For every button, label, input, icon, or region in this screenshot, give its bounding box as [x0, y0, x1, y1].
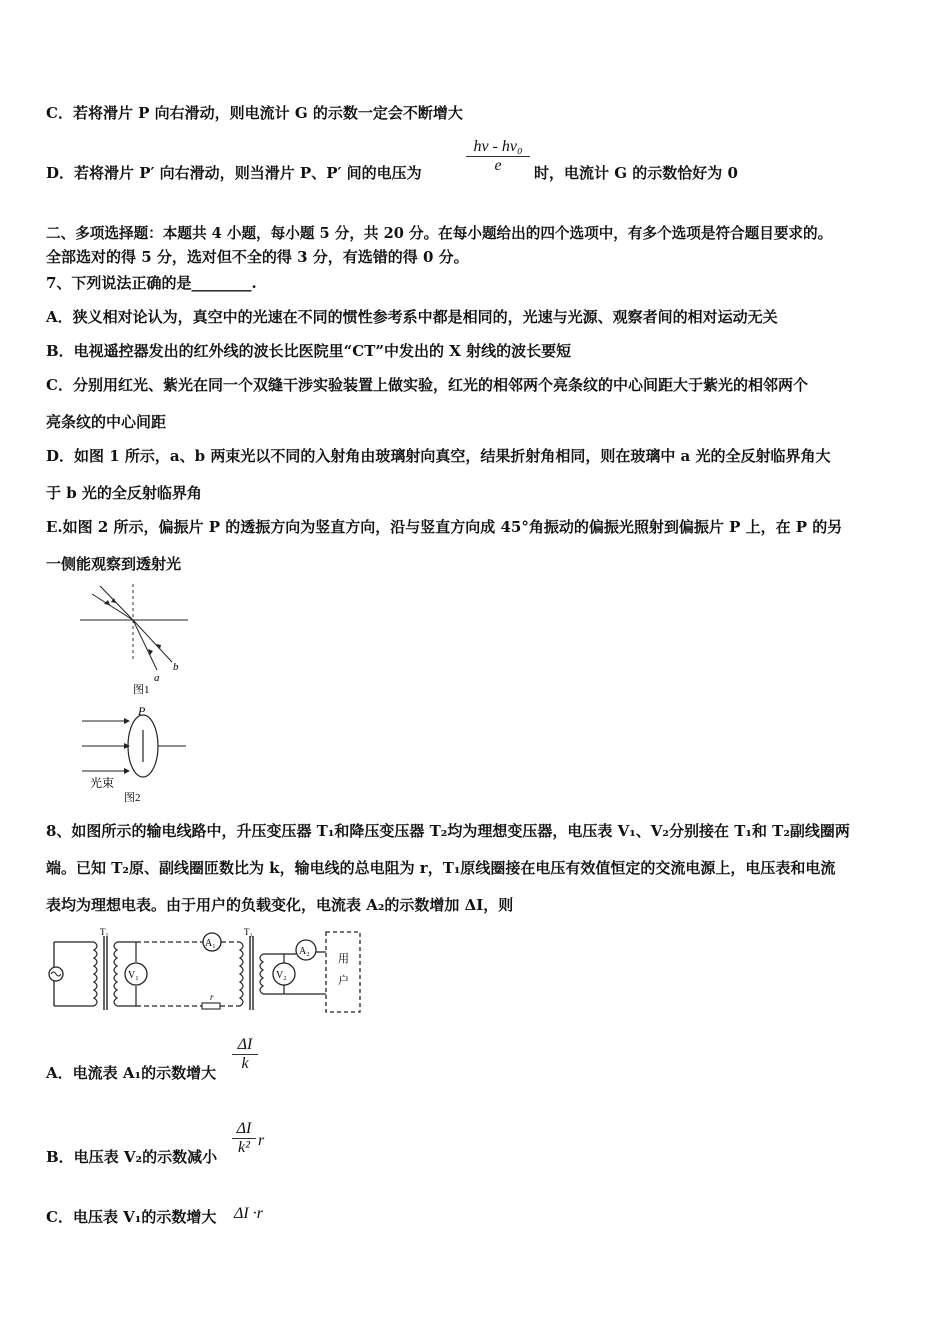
q8-circuit-diagram [44, 924, 368, 1016]
q8-option-a-num: ΔI [237, 1036, 253, 1053]
v1-label: V₁ [128, 970, 139, 981]
q6-fraction-num: hν - hν₀ [473, 138, 523, 155]
q6-option-d-pre: D．若将滑片 P′ 向右滑动，则当滑片 P、P′ 间的电压为 [46, 164, 422, 182]
figure-2-beam-label: 光束 [90, 776, 115, 790]
q8-option-a-den: k [232, 1054, 258, 1073]
user-label-1: 用 [338, 953, 349, 965]
q8-stem-line3: 表均为理想电表。由于用户的负载变化，电流表 A₂的示数增加 ΔI，则 [46, 896, 514, 914]
section2-line1: 二、多项选择题：本题共 4 小题，每小题 5 分，共 20 分。在每小题给出的四个选项中，有多个选项是符合题目要求的。 [46, 225, 833, 242]
q7-stem: 7、下列说法正确的是________. [46, 274, 257, 292]
q8-option-b-tail: r [258, 1132, 265, 1149]
t2-label: T₂ [244, 927, 253, 937]
q7-option-d-line2: 于 b 光的全反射临界角 [46, 484, 202, 502]
q8-option-b-num: ΔI [236, 1120, 252, 1137]
a2-label: A₂ [299, 946, 310, 957]
figure-1-label-b: b [173, 661, 179, 673]
q6-option-d [46, 162, 422, 183]
q8-stem-line1: 8、如图所示的输电线路中，升压变压器 T₁和降压变压器 T₂均为理想变压器，电压表 V₁、V₂分别接在 T₁和 T₂副线圈两 [46, 822, 850, 840]
resistor-r [202, 1003, 220, 1009]
q8-option-b: B．电压表 V₂的示数减小 [46, 1148, 218, 1166]
q6-option-d-post: 时，电流计 G 的示数恰好为 0 [534, 164, 738, 182]
q8-option-b-fraction [232, 1120, 256, 1157]
q8-option-a: A．电流表 A₁的示数增大 [46, 1064, 217, 1082]
q7-option-a: A．狭义相对论认为，真空中的光速在不同的惯性参考系中都是相同的，光速与光源、观察者间的相对运动无关 [46, 308, 778, 326]
q6-option-c: C．若将滑片 P 向右滑动，则电流计 G 的示数一定会不断增大 [46, 104, 463, 122]
q8-stem-line2: 端。已知 T₂原、副线圈匝数比为 k，输电线的总电阻为 r，T₁原线圈接在电压有效值恒定的交流电源上，电压表和电流 [46, 859, 836, 877]
figure-1-caption: 图1 [133, 684, 150, 696]
q7-option-e-line1: E.如图 2 所示，偏振片 P 的透振方向为竖直方向，沿与竖直方向成 45°角振动的偏振光照射到偏振片 P 上，在 P 的另 [46, 518, 843, 536]
figure-2-polarizer [74, 702, 194, 808]
q7-option-c-line1: C．分别用红光、紫光在同一个双缝干涉实验装置上做实验，红光的相邻两个亮条纹的中心间距大于紫光的相邻两个 [46, 376, 808, 394]
user-label-2: 户 [338, 975, 349, 987]
section2-line2: 全部选对的得 5 分，选对但不全的得 3 分，有选错的得 0 分。 [46, 248, 469, 266]
q7-option-c-line2: 亮条纹的中心间距 [46, 413, 167, 431]
q8-option-b-den: k² [232, 1138, 256, 1157]
a1-label: A₁ [205, 938, 216, 949]
q7-option-e-line2: 一侧能观察到透射光 [46, 555, 182, 573]
figure-1-label-a: a [154, 672, 160, 684]
user-load-box [326, 932, 360, 1012]
q6-fraction-den: e [466, 156, 530, 175]
q7-option-d-line1: D．如图 1 所示，a、b 两束光以不同的入射角由玻璃射向真空，结果折射角相同，则在玻璃中 a 光的全反射临界角大 [46, 447, 831, 465]
q8-option-a-fraction [232, 1036, 258, 1073]
t1-label: T₁ [100, 927, 109, 937]
q8-option-c-expr: ΔI ·r [234, 1205, 263, 1222]
q7-option-b: B．电视遥控器发出的红外线的波长比医院里“CT”中发出的 X 射线的波长要短 [46, 342, 572, 360]
v2-label: V₂ [276, 970, 287, 981]
figure-2-label-p: P [138, 704, 146, 718]
q8-option-c: C．电压表 V₁的示数增大 [46, 1208, 217, 1226]
r-label: r [210, 992, 214, 1002]
q6-fraction [466, 138, 530, 175]
figure-2-caption: 图2 [124, 792, 141, 804]
figure-1-refraction [70, 582, 200, 700]
